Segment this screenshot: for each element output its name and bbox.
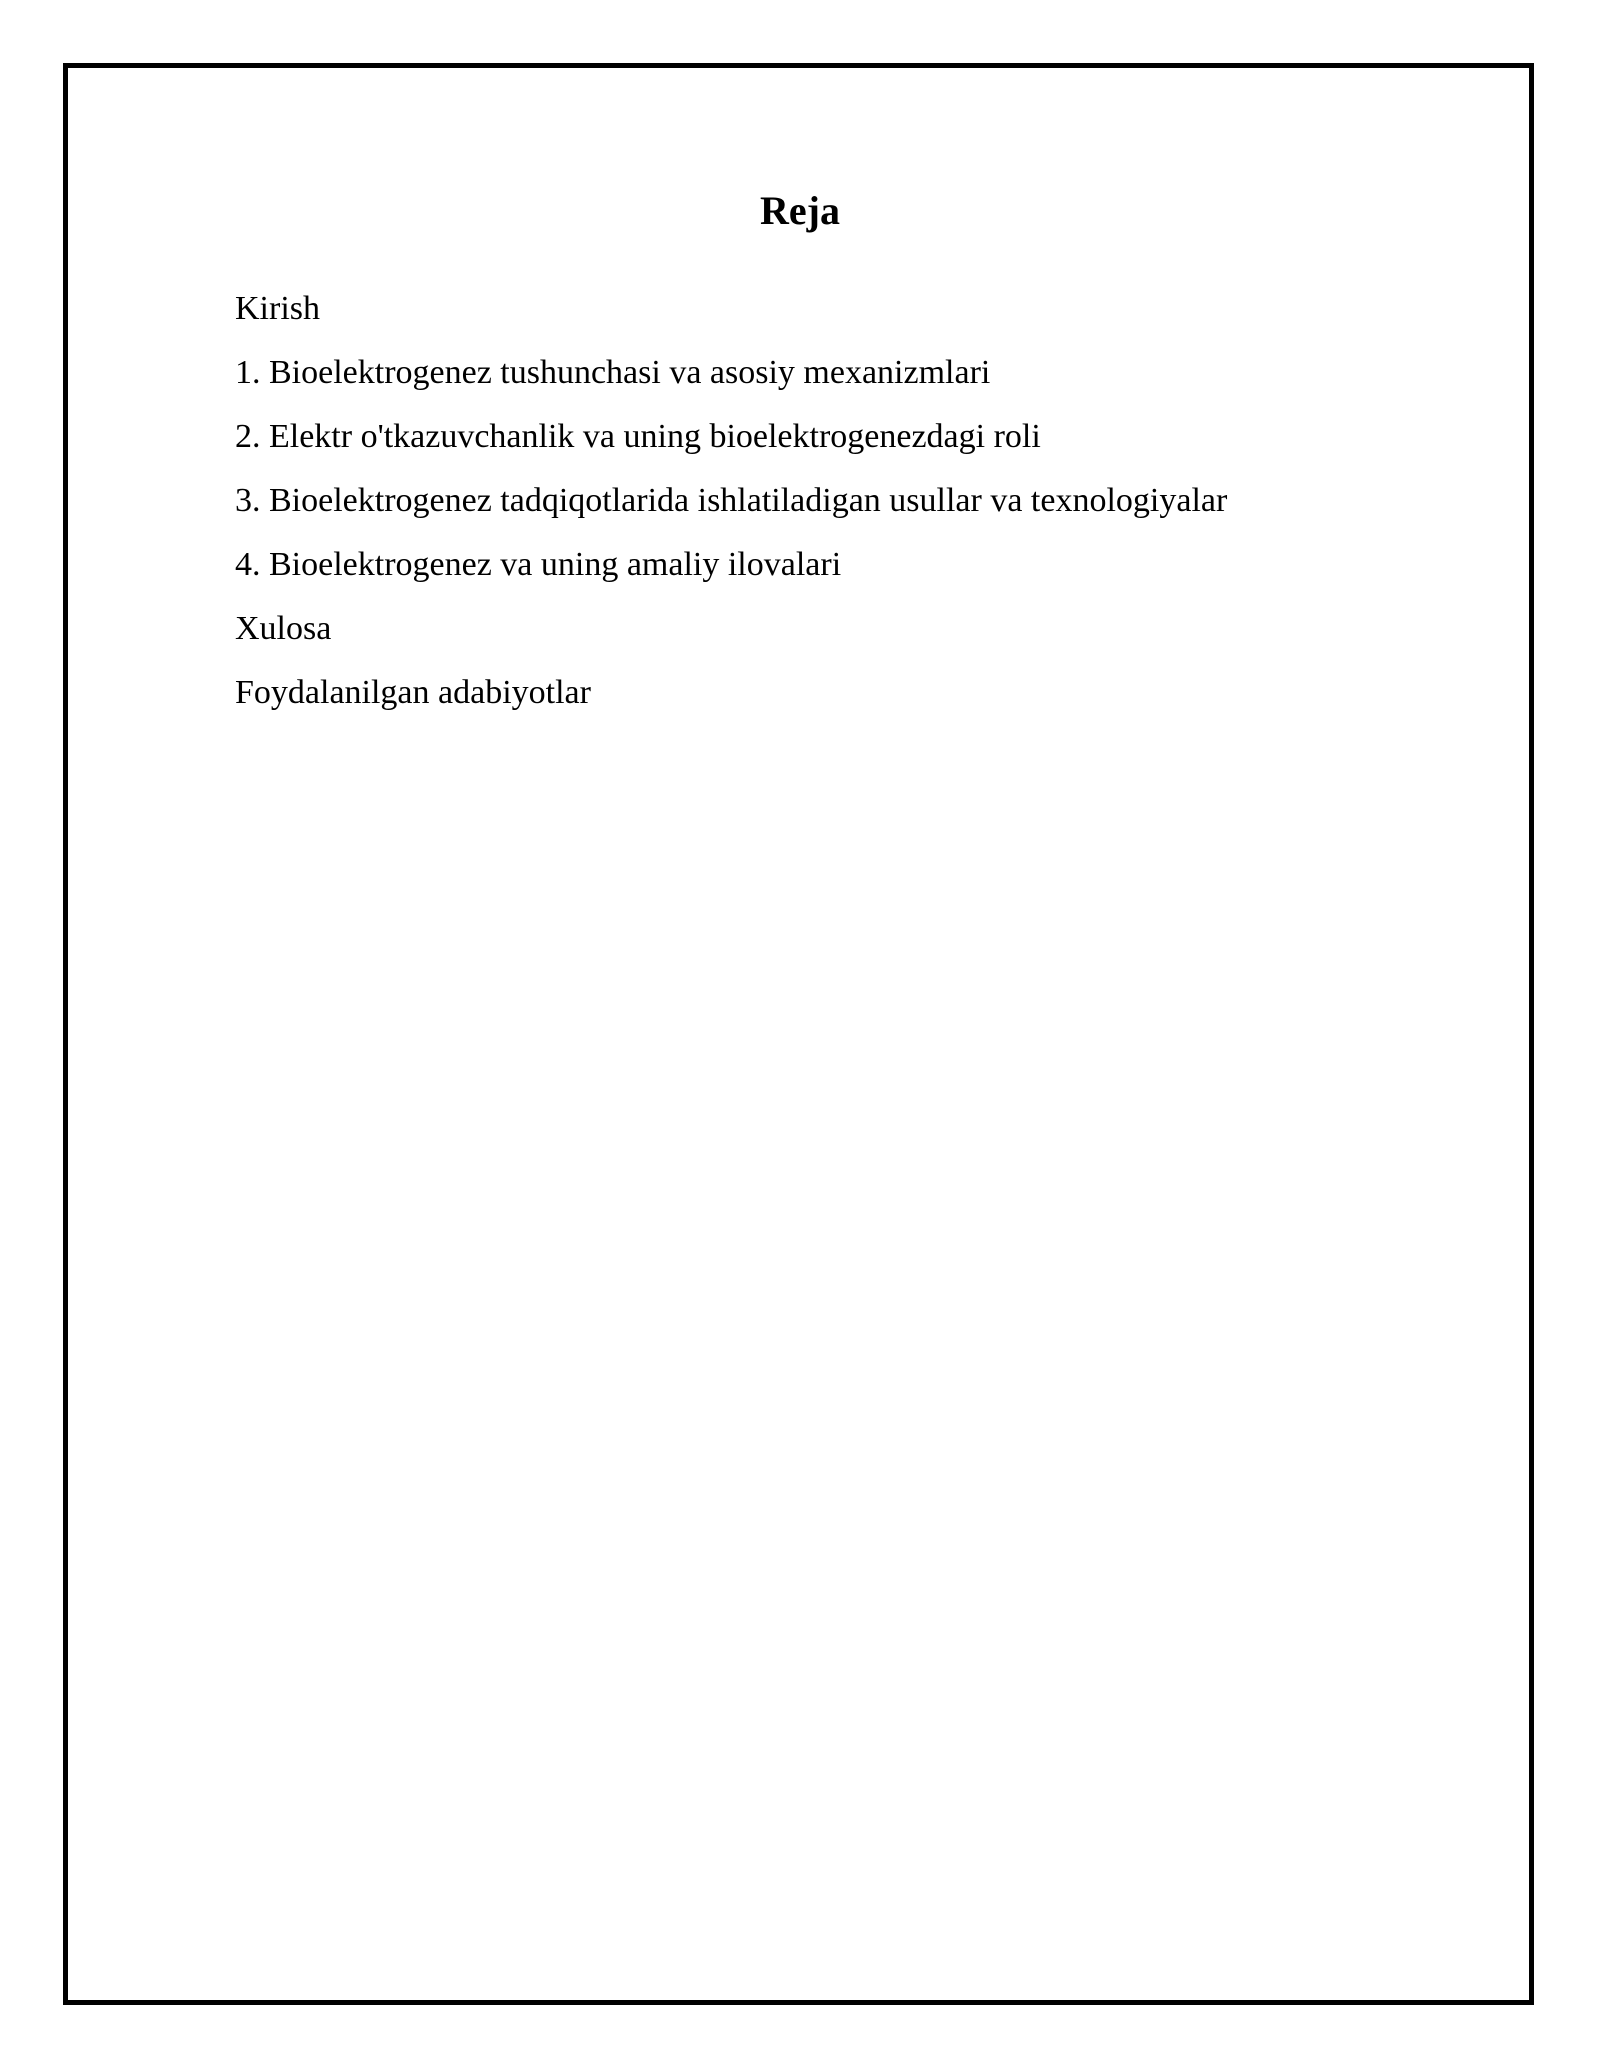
toc-item-introduction: Kirish (235, 290, 320, 327)
toc-item-2: 2. Elektr o'tkazuvchanlik va uning bioelektrogenezdagi roli (235, 418, 1041, 455)
table-of-contents (235, 289, 1227, 737)
toc-item-references: Foydalanilgan adabiyotlar (235, 674, 591, 711)
toc-item-3: 3. Bioelektrogenez tadqiqotlarida ishlatiladigan usullar va texnologiyalar (235, 482, 1228, 519)
toc-item-conclusion: Xulosa (235, 610, 332, 647)
toc-item-1: 1. Bioelektrogenez tushunchasi va asosiy mexanizmlari (235, 354, 991, 391)
toc-item-4: 4. Bioelektrogenez va uning amaliy ilovalari (235, 546, 842, 583)
page-title: Reja (760, 188, 840, 233)
